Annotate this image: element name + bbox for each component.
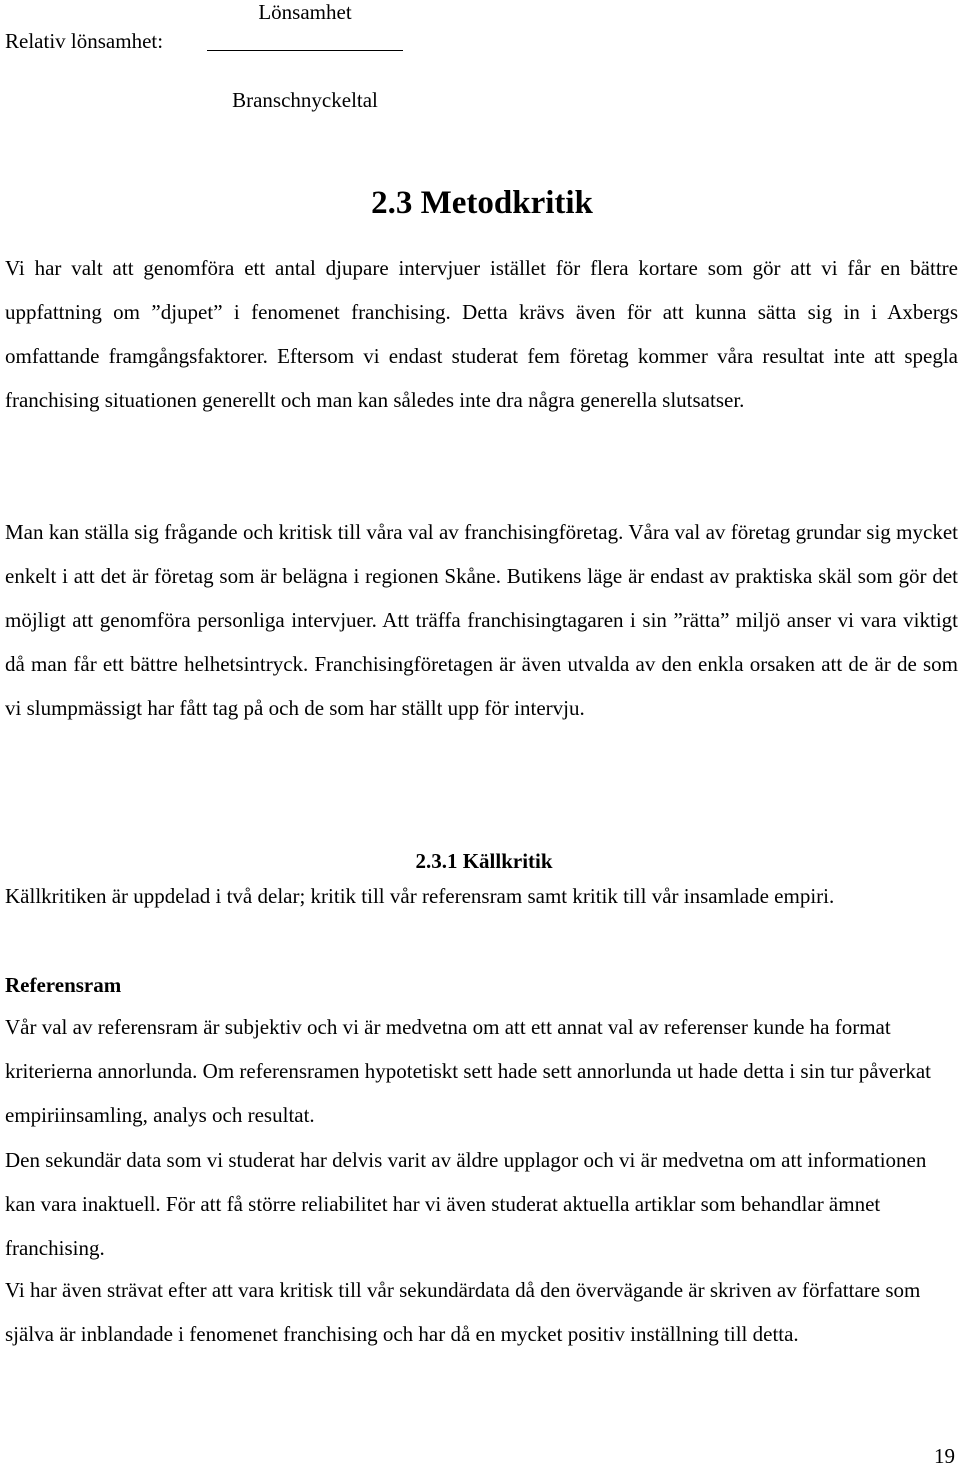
page-number: 19 [934, 1444, 955, 1468]
section-heading [0, 182, 960, 224]
paragraph-referensram-2: Den sekundär data som vi studerat har delvis varit av äldre upplagor och vi är medvetna om att informationen kan vara inaktuell. För att få större reliabilitet har vi även studerat aktuella artiklar som behandlar ämnet franchising. [5, 1148, 927, 1260]
fraction-bar [207, 50, 403, 51]
paragraph-method-2: Man kan ställa sig frågande och kritisk till våra val av franchisingföretag. Våra val av företag grundar sig mycket enkelt i att det är företag som är belägna i regionen Skåne. Butikens läge är endast av praktiska skäl som gör det möjligt att genomföra personliga intervjuer. Att träffa franchisingtagaren i sin ”rätta” miljö anser vi vara viktigt då man får ett bättre helhetsintryck. Franchisingföretagen är även utvalda av den enkla orsaken att de är de som vi slumpmässigt har fått tag på och de som har ställt upp för intervju. [5, 520, 958, 720]
paragraph-method-1: Vi har valt att genomföra ett antal djupare intervjuer istället för flera kortare som gör att vi får en bättre uppfattning om ”djupet” i fenomenet franchising. Detta krävs även för att kunna sätta sig in i Axbergs omfattande framgångsfaktorer. Eftersom vi endast studerat fem företag kommer våra resultat inte att spegla franchising situationen generellt och man kan således inte dra några generella slutsatser. [5, 256, 958, 412]
formula-denominator: Branschnyckeltal [232, 88, 378, 112]
formula-fraction [205, 0, 405, 112]
section-heading-text: 2.3 Metodkritik [371, 185, 593, 221]
formula-numerator: Lönsamhet [258, 0, 352, 24]
paragraph-referensram-3: Vi har även strävat efter att vara kritisk till vår sekundärdata då den övervägande är skriven av författare som själva är inblandade i fenomenet franchising och har då en mycket positiv inställning till detta. [5, 1278, 921, 1346]
subsection-heading [0, 846, 960, 876]
subsection-heading-text: 2.3.1 Källkritik [415, 849, 553, 873]
paragraph-referensram-1: Vår val av referensram är subjektiv och vi är medvetna om att ett annat val av referenser kunde ha format kriterierna annorlunda. Om referensramen hypotetiskt sett hade sett annorlunda ut hade detta i sin tur påverkat empiriinsamling, analys och resultat. [5, 1015, 932, 1127]
subheading-referensram: Referensram [5, 973, 122, 997]
paragraph-source-intro: Källkritiken är uppdelad i två delar; kritik till vår referensram samt kritik till vår insamlade empiri. [5, 884, 835, 908]
formula-label: Relativ lönsamhet: [5, 29, 164, 53]
